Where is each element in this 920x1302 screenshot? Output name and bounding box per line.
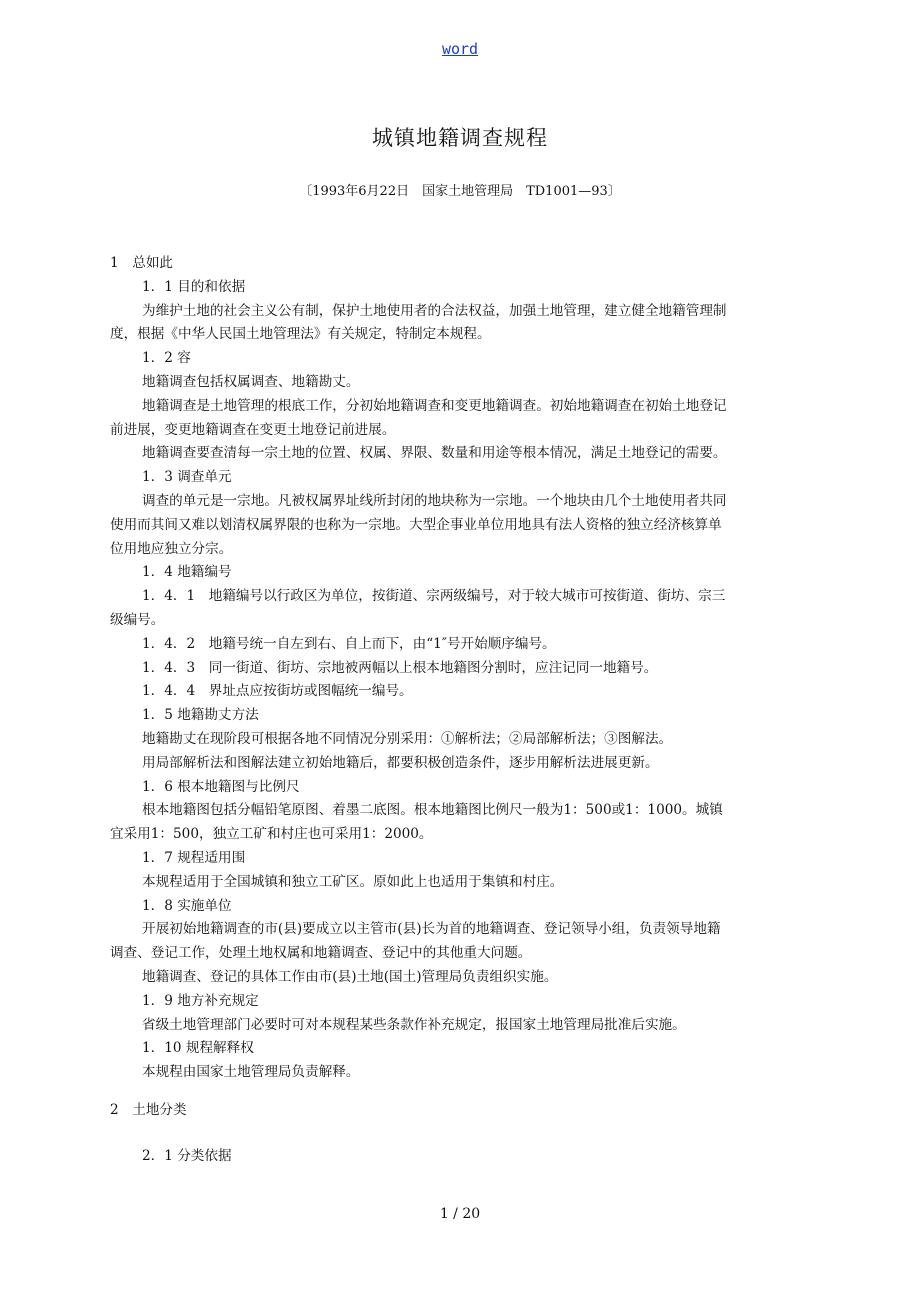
text-line: 1．1 目的和依据 [142,278,246,295]
text-line: 1 总如此 [110,255,174,271]
text-line: 用局部解析法和图解法建立初始地籍后，都要积极创造条件，逐步用解析法进展更新。 [142,754,659,771]
text-line: 2．1 分类依据 [142,1147,232,1164]
text-line: 度，根据《中华人民国土地管理法》有关规定，特制定本规程。 [110,326,491,343]
text-line: 1．7 规程适用围 [142,849,246,866]
text-line: 地籍调查要查清每一宗土地的位置、权属、界限、数量和用途等根本情况，满足土地登记的需要。 [142,445,727,462]
text-line: 1．3 调查单元 [142,469,232,486]
text-line: 2 土地分类 [110,1101,187,1118]
text-line: 为维护土地的社会主义公有制，保护土地使用者的合法权益，加强土地管理，建立健全地籍管理制 [142,302,727,319]
header-word-link[interactable]: word [441,40,479,58]
text-line: 1．4．3 同一街道、街坊、宗地被两幅以上根本地籍图分割时，应注记同一地籍号。 [142,659,658,676]
text-line: 地籍调查、登记的具体工作由市(县)土地(国土)管理局负责组织实施。 [142,968,558,985]
text-line: 宜采用1：500，独立工矿和村庄也可采用1：2000。 [110,826,433,843]
document-subtitle: 〔1993年6月22日 国家土地管理局 TD1001—93〕 [299,184,621,199]
text-line: 级编号。 [110,611,165,628]
text-line: 1．2 容 [142,350,191,367]
text-line: 1．4．2 地籍号统一自左到右、自上而下，由“1″号开始顺序编号。 [142,635,556,652]
text-line: 调查的单元是一宗地。凡被权属界址线所封闭的地块称为一宗地。一个地块由几个土地使用者共同 [142,492,727,509]
text-line: 1．10 规程解释权 [142,1040,254,1057]
document-body [110,252,832,1168]
text-line: 根本地籍图包括分幅铅笔原图、着墨二底图。根本地籍图比例尺一般为1：500或1：1000。城镇 [142,802,723,819]
text-line: 调查、登记工作，处理土地权属和地籍调查、登记中的其他重大问题。 [110,945,532,962]
text-line: 开展初始地籍调查的市(县)要成立以主管市(县)长为首的地籍调查、登记领导小组，负责领导地籍 [142,921,721,938]
text-line: 位用地应独立分宗。 [110,540,233,557]
text-line: 1．4．1 地籍编号以行政区为单位，按街道、宗两级编号，对于较大城市可按街道、街坊、宗三 [142,588,726,605]
text-line: 1．9 地方补充规定 [142,992,259,1009]
document-title: 城镇地籍调查规程 [372,126,548,150]
text-line: 地籍调查包括权属调查、地籍勘丈。 [142,373,360,390]
text-line: 使用而其间又难以划清权属界限的也称为一宗地。大型企事业单位用地具有法人资格的独立经济核算单 [110,516,722,533]
text-line: 省级土地管理部门必要时可对本规程某些条款作补充规定，报国家土地管理局批准后实施。 [142,1016,686,1033]
text-line: 地籍勘丈在现阶段可根据各地不同情况分别采用：①解析法；②局部解析法；③图解法。 [142,730,673,747]
page-number: 1 / 20 [439,1206,481,1222]
text-line: 本规程由国家土地管理局负责解释。 [142,1064,360,1081]
text-line: 1．5 地籍勘丈方法 [142,707,259,724]
text-line: 1．8 实施单位 [142,897,232,914]
text-line: 本规程适用于全国城镇和独立工矿区。原如此上也适用于集镇和村庄。 [142,873,564,890]
text-line: 地籍调查是土地管理的根底工作，分初始地籍调查和变更地籍调查。初始地籍调查在初始土地登记 [142,397,727,414]
text-line: 1．4 地籍编号 [142,564,232,581]
text-line: 1．4．4 界址点应按街坊或图幅统一编号。 [142,683,413,700]
text-line: 前进展，变更地籍调查在变更土地登记前进展。 [110,421,396,438]
text-line: 1．6 根本地籍图与比例尺 [142,778,300,795]
